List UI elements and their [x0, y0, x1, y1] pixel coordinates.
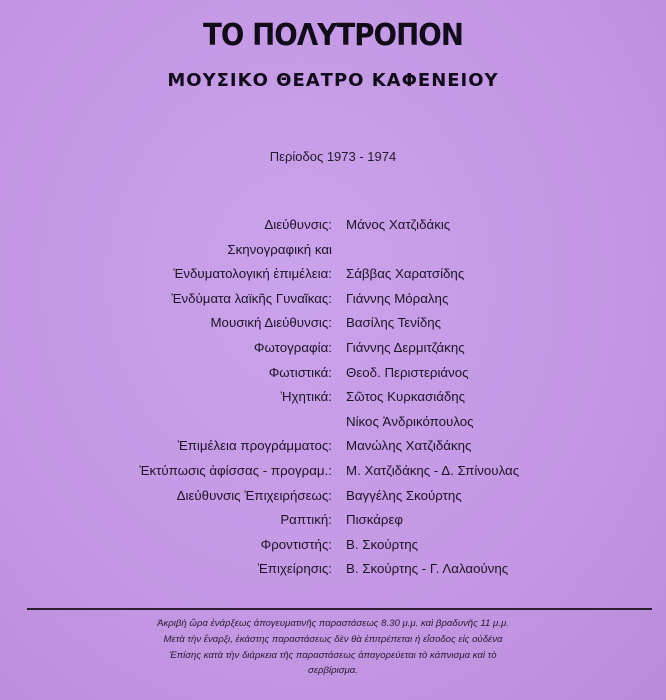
credit-row [0, 336, 666, 361]
credit-row [0, 311, 666, 336]
credit-name: Β. Σκούρτης [346, 536, 419, 552]
credit-row [0, 213, 666, 238]
credits-list [0, 213, 666, 582]
credit-role: Φροντιστής: [260, 536, 332, 552]
credit-role: Φωτιστικά: [268, 364, 332, 380]
credit-name: Β. Σκούρτης - Γ. Λαλαούνης [346, 561, 509, 577]
page-subtitle: ΜΟΥΣΙΚΟ ΘΕΑΤΡΟ ΚΑΦΕΝΕΙΟΥ [167, 70, 499, 91]
footnote-line: Ἐπίσης κατὰ τὴν διάρκεια τῆς παραστάσεως ἀπαγορεύεται τὸ κάπνισμα καὶ τὸ [169, 649, 497, 661]
credit-row [0, 508, 666, 533]
credit-row [0, 287, 666, 312]
credit-role: Ραπτική: [280, 512, 332, 528]
credit-role: Ἐπιμέλεια προγράμματος: [177, 438, 332, 454]
credit-row [0, 484, 666, 509]
credit-role: Ἐκτύπωσις ἀφίσσας - προγραμ.: [139, 462, 332, 478]
credit-row [0, 410, 666, 435]
credit-name: Πισκάρεφ [346, 512, 404, 528]
credit-name: Σάββας Χαρατσίδης [346, 266, 465, 282]
footnote-line: Ἀκριβὴ ὥρα ἐνάρξεως ἀπογευματινῆς παραστάσεως 8.30 μ.μ. καὶ βραδυνῆς 11 μ.μ. [157, 618, 509, 629]
credit-name: Σῶτος Κυρκασιάδης [346, 389, 466, 405]
credit-role: Διεύθυνσις Ἐπιχειρήσεως: [176, 487, 332, 503]
credit-row [0, 385, 666, 410]
credit-role: Ἐνδυματολογική ἐπιμέλεια: [173, 266, 332, 282]
divider-line [27, 608, 652, 610]
credit-role: Ἐνδύματα λαϊκῆς Γυναῖκας: [171, 290, 332, 306]
page-title: ΤΟ ΠΟΛΥΤΡΟΠΟΝ [202, 18, 464, 53]
credit-name: Μάνος Χατζιδάκις [346, 217, 451, 232]
credit-name: Βαγγέλης Σκούρτης [346, 487, 462, 503]
credit-name: Γιάννης Μόραλης [346, 290, 449, 306]
credit-name: Βασίλης Τενίδης [346, 315, 442, 331]
credit-row [0, 434, 666, 459]
credit-name: Γιάννης Δερμιτζάκης [346, 339, 465, 355]
credit-role: Σκηνογραφική και [227, 241, 332, 257]
credit-row [0, 262, 666, 287]
credit-row [0, 459, 666, 484]
credit-name: Μ. Χατζιδάκης - Δ. Σπίνουλας [346, 462, 520, 478]
credit-role: Ἐπιχείρησις: [257, 561, 332, 577]
credit-name: Μανώλης Χατζιδάκης [346, 438, 472, 454]
credit-role: Μουσική Διεύθυνσις: [210, 315, 332, 331]
credit-row [0, 238, 666, 263]
credit-role: Φωτογραφία: [253, 339, 332, 355]
credit-row [0, 361, 666, 386]
footnote-line: σερβίρισμα. [308, 665, 358, 677]
footnote-line: Μετὰ τὴν ἔναρξι, ἑκάστης παραστάσεως δὲν θὰ ἐπιτρέπεται ἡ εἴσοδος εἰς οὐδένα [163, 633, 503, 645]
credit-name: Θεοδ. Περιστεριάνος [346, 364, 469, 380]
credit-role: Ἠχητικά: [280, 389, 332, 405]
credit-name: Νίκος Ἀνδρικόπουλος [346, 413, 474, 429]
credit-row [0, 533, 666, 558]
credit-row [0, 557, 666, 582]
footnote-block [0, 616, 666, 679]
credit-role: Διεύθυνσις: [264, 217, 332, 232]
season-period: Περίοδος 1973 - 1974 [269, 149, 397, 164]
